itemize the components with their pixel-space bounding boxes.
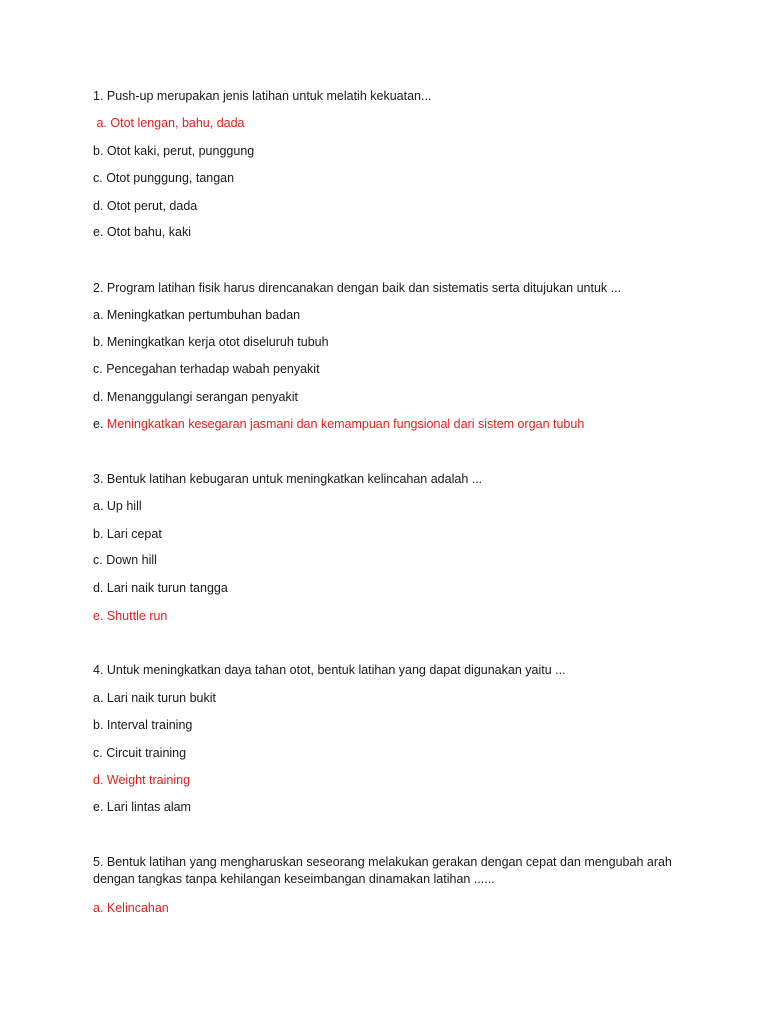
- question-4-option-a: a. Lari naik turun bukit: [93, 691, 216, 705]
- question-2-option-a: a. Meningkatkan pertumbuhan badan: [93, 308, 301, 322]
- question-2-option-d: d. Menanggulangi serangan penyakit: [93, 390, 299, 404]
- question-2-answer: Meningkatkan kesegaran jasmani dan kemampuan fungsional dari sistem organ tubuh: [106, 417, 585, 431]
- question-2-option-e: [93, 416, 584, 432]
- question-1-answer: a. Otot lengan, bahu, dada: [93, 116, 245, 130]
- question-1-option-e: e. Otot bahu, kaki: [93, 225, 191, 239]
- question-2-option-b: b. Meningkatkan kerja otot diseluruh tubuh: [93, 335, 329, 349]
- question-4-option-c: c. Circuit training: [93, 746, 187, 760]
- question-1-text: 1. Push-up merupakan jenis latihan untuk melatih kekuatan...: [93, 89, 432, 103]
- question-5-text: 5. Bentuk latihan yang mengharuskan seseorang melakukan gerakan dengan cepat dan mengubah arah dengan tangkas tanpa kehilangan keseimbangan dinamakan latihan ......: [93, 855, 672, 886]
- question-4-option-b: b. Interval training: [93, 718, 193, 732]
- question-3-text: 3. Bentuk latihan kebugaran untuk meningkatkan kelincahan adalah ...: [93, 472, 483, 486]
- question-4-text: 4. Untuk meningkatkan daya tahan otot, bentuk latihan yang dapat digunakan yaitu ...: [93, 663, 566, 677]
- question-2-option-c: c. Pencegahan terhadap wabah penyakit: [93, 362, 320, 376]
- question-4-option-e: e. Lari lintas alam: [93, 800, 191, 814]
- question-3-answer: e. Shuttle run: [93, 609, 168, 623]
- question-2-option-e-prefix: e.: [93, 417, 107, 431]
- question-3-option-b: b. Lari cepat: [93, 527, 162, 541]
- question-4-answer: d. Weight training: [93, 773, 191, 787]
- question-3-option-a: a. Up hill: [93, 499, 142, 513]
- question-5-answer: a. Kelincahan: [93, 901, 169, 915]
- question-1-option-d: d. Otot perut, dada: [93, 199, 198, 213]
- question-3-option-c: c. Down hill: [93, 553, 157, 567]
- question-1-option-b: b. Otot kaki, perut, punggung: [93, 144, 255, 158]
- question-1-option-c: c. Otot punggung, tangan: [93, 171, 235, 185]
- question-3-option-d: d. Lari naik turun tangga: [93, 581, 228, 595]
- question-2-text: 2. Program latihan fisik harus direncanakan dengan baik dan sistematis serta ditujukan untuk ...: [93, 281, 622, 295]
